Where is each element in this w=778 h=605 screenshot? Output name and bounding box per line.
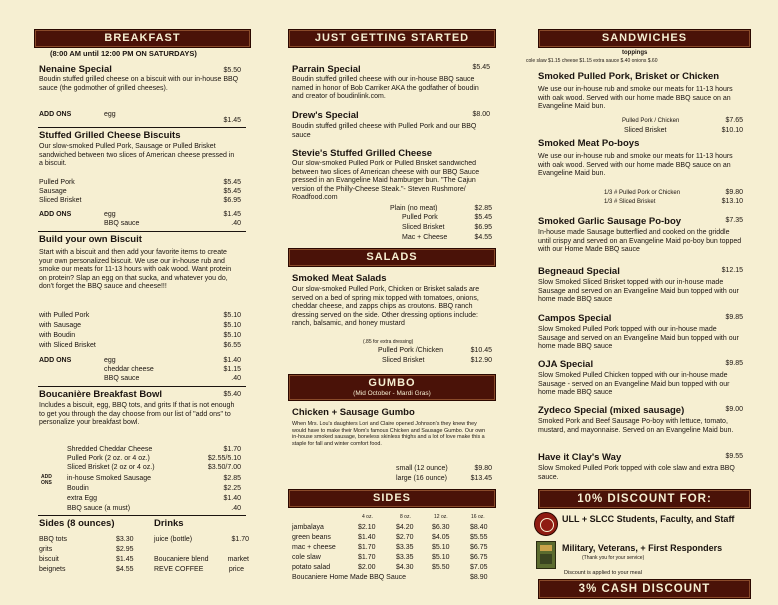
stuffed-item: Sliced Brisket [39, 197, 82, 204]
salads-header: SALADS [288, 248, 496, 267]
stevie-name: Stevie's Stuffed Grilled Cheese [292, 148, 433, 159]
clay-desc: Slow Smoked Pulled Pork topped with cole slaw and extra BBQ sauce. [538, 465, 735, 481]
stuffed-item: Sausage [39, 188, 67, 195]
build-item: with Sausage [39, 322, 82, 329]
discount-line1: ULL + SLCC Students, Faculty, and Staff [562, 514, 735, 524]
salad-item: Sliced Brisket [382, 357, 425, 364]
zydeco-desc: Smoked Pork and Beef Sausage Po-boy with lettuce, tomato, mustard, and mayonnaise. Served on an Evangeline Maid bun. [538, 418, 734, 434]
divider [38, 386, 246, 387]
build-addon-item: BBQ sauce [104, 375, 140, 382]
salad-price: $12.90 [470, 357, 492, 364]
garlic-desc: In-house made Sausage butterflied and cooked on the griddle until crispy and served on an Evangeline Maid po-boy bun topped with our Home Made BBQ sauce [538, 229, 742, 254]
poboy-price: $9.80 [725, 189, 743, 196]
side-price: $4.20 [396, 524, 414, 531]
stuffed-addon-price: $1.45 [223, 211, 241, 218]
zydeco-name: Zydeco Special (mixed sausage) [538, 405, 685, 416]
divider [38, 231, 246, 232]
bowl-desc: Includes a biscuit, egg, BBQ tots, and grits If that is not enough to get you through the day choose from our list of "add ons" to personalize your breakfast bowl. [39, 402, 235, 427]
campos-desc: Slow Smoked Pulled Pork topped with our in-house made Sausage and served on an Evangeline Maid bun topped with our home made BBQ sauce [538, 326, 739, 351]
drew-desc: Boudin stuffed grilled cheese with Pulled Pork and our BBQ sauce [292, 123, 477, 139]
side-price: $5.50 [432, 564, 450, 571]
begneaud-name: Begneaud Special [538, 266, 620, 277]
build-price: $5.10 [223, 312, 241, 319]
gumbo-item: large (16 ounce) [396, 475, 447, 482]
breakfast-header: BREAKFAST [34, 29, 251, 48]
oja-price: $9.85 [725, 360, 743, 367]
stevie-price: $6.95 [474, 224, 492, 231]
begneaud-price: $12.15 [721, 267, 743, 274]
bowl-addon-item: Shredded Cheddar Cheese [67, 446, 153, 453]
nenaine-desc: Boudin stuffed grilled cheese on a biscuit with our in-house BBQ sauce (the godmother of grilled cheeses). [39, 76, 239, 92]
stuffed-price: $5.45 [223, 179, 241, 186]
stevie-item: Sliced Brisket [402, 224, 445, 231]
sandwiches-header: SANDWICHES [538, 29, 751, 48]
build-item: with Sliced Brisket [39, 342, 96, 349]
bowl-name: Boucanière Breakfast Bowl [39, 389, 163, 400]
clay-price: $9.55 [725, 453, 743, 460]
build-name: Build your own Biscuit [39, 234, 142, 245]
breakfast-column [34, 0, 249, 605]
clay-name: Have it Clay's Way [538, 452, 622, 463]
drew-name: Drew's Special [292, 110, 359, 121]
stuffed-addon-price: .40 [231, 220, 241, 227]
side-price: $2.00 [358, 564, 376, 571]
side-price: $4.30 [396, 564, 414, 571]
bowl-addon-item: BBQ sauce (a must) [67, 505, 131, 512]
side-item: mac + cheese [292, 544, 336, 551]
build-addon-price: $1.40 [223, 357, 241, 364]
nenaine-addon-price: $1.45 [223, 117, 241, 124]
side-price: $4.05 [432, 534, 450, 541]
discount-line2: Military, Veterans, + First Responders [562, 543, 723, 553]
side-price: $1.40 [358, 534, 376, 541]
campos-price: $9.85 [725, 314, 743, 321]
side-item: jambalaya [292, 524, 324, 531]
bbq-sauce-price: $8.90 [470, 574, 488, 581]
build-addon-item: cheddar cheese [104, 366, 154, 373]
pulled-desc: We use our in-house rub and smoke our meats for 11-13 hours with oak wood. Served with our home made BBQ sauce on an Evangeline Maid bun. [538, 86, 733, 111]
oja-desc: Slow Smoked Pulled Chicken topped with our in-house made Sausage - served on an Evangeline Maid bun topped with our home made BBQ sauce [538, 372, 730, 397]
discount-note: Discount is applied to your meal [564, 570, 642, 576]
stuffed-addon-item: BBQ sauce [104, 220, 140, 227]
stevie-item: Pulled Pork [402, 214, 438, 221]
poboy-item: 1/3 # Sliced Brisket [604, 199, 656, 205]
breakfast-hours: (8:00 AM until 12:00 PM ON SATURDAYS) [50, 49, 197, 58]
drink-price: $1.70 [231, 536, 249, 543]
salad-item: Pulled Pork /Chicken [378, 347, 443, 354]
side-price: $7.05 [470, 564, 488, 571]
bowl-addon-price: $1.70 [223, 446, 241, 453]
build-price: $6.55 [223, 342, 241, 349]
side-price: $2.10 [358, 524, 376, 531]
salad-name: Smoked Meat Salads [292, 273, 387, 284]
divider [38, 127, 246, 128]
drink-item: REVE COFFEE [154, 566, 204, 573]
parrain-price: $5.45 [472, 64, 490, 71]
gumbo-item: small (12 ounce) [396, 465, 448, 472]
cash-discount: 3% CASH DISCOUNT [538, 579, 751, 599]
stuffed-price: $5.45 [223, 188, 241, 195]
bowl-addons-label: ADD ONS [41, 474, 52, 486]
drink-item: Boucaniere blend [154, 556, 209, 563]
drinks-title: Drinks [154, 518, 184, 529]
gumbo-price: $9.80 [474, 465, 492, 472]
bowl-addon-price: .40 [231, 505, 241, 512]
bk-side-price: $1.45 [116, 556, 134, 563]
side-price: $5.10 [432, 544, 450, 551]
garlic-price: $7.35 [725, 217, 743, 224]
sides-col-header: 12 oz. [434, 514, 448, 520]
stuffed-addons-label: ADD ONS [39, 211, 72, 218]
drink-item: juice (bottle) [154, 536, 193, 543]
pulled-item: Pulled Pork / Chicken [622, 118, 680, 124]
bowl-addon-price: $2.25 [223, 485, 241, 492]
bowl-addon-price: $1.40 [223, 495, 241, 502]
side-price: $6.30 [432, 524, 450, 531]
stuffed-addon-item: egg [104, 211, 116, 218]
poboy-name: Smoked Meat Po-boys [538, 138, 640, 149]
side-item: potato salad [292, 564, 331, 571]
bowl-addon-item: Boudin [67, 485, 89, 492]
pulled-price: $7.65 [725, 117, 743, 124]
discount-line2-sub: (Thank you for your service) [582, 555, 645, 561]
side-price: $2.70 [396, 534, 414, 541]
ull-logo-icon [534, 512, 558, 536]
stevie-item: Mac + Cheese [402, 234, 448, 241]
build-addon-price: .40 [231, 375, 241, 382]
side-item: cole slaw [292, 554, 321, 561]
parrain-name: Parrain Special [292, 64, 361, 75]
oja-name: OJA Special [538, 359, 594, 370]
drew-price: $8.00 [472, 111, 490, 118]
gumbo-title: GUMBO [368, 377, 416, 389]
side-price: $6.75 [470, 544, 488, 551]
bk-side-price: $2.95 [116, 546, 134, 553]
nenaine-addons-label: ADD ONS [39, 111, 72, 118]
nenaine-price: $5.50 [223, 67, 241, 74]
stevie-price: $2.85 [474, 205, 492, 212]
bk-side-price: $4.55 [116, 566, 134, 573]
build-addon-item: egg [104, 357, 116, 364]
salad-price: $10.45 [470, 347, 492, 354]
build-price: $5.10 [223, 332, 241, 339]
stevie-item: Plain (no meat) [390, 205, 438, 212]
side-price: $1.70 [358, 554, 376, 561]
sandwiches-column [526, 0, 749, 605]
poboy-item: 1/3 # Pulled Pork or Chicken [604, 190, 681, 196]
bowl-addon-price: $3.50/7.00 [207, 464, 241, 471]
bk-side-item: beignets [39, 566, 66, 573]
bowl-addon-price: $2.55/5.10 [207, 455, 241, 462]
bowl-price: $5.40 [223, 391, 241, 398]
build-addon-price: $1.15 [223, 366, 241, 373]
poboy-desc: We use our in-house rub and smoke our meats for 11-13 hours with oak wood. Served with our home made BBQ sauce on an Evangeline Maid bun. [538, 153, 733, 178]
sides-header: SIDES [288, 489, 496, 508]
toppings-list: cole slaw $1.15 cheese $1.15 extra sauce $.40 onions $.60 [526, 58, 658, 64]
bk-side-price: $3.30 [116, 536, 134, 543]
toppings-title: toppings [622, 50, 648, 56]
stuffed-item: Pulled Pork [39, 179, 75, 186]
garlic-name: Smoked Garlic Sausage Po-boy [538, 216, 682, 227]
side-item: green beans [292, 534, 331, 541]
campos-name: Campos Special [538, 313, 612, 324]
side-price: $5.55 [470, 534, 488, 541]
stuffed-desc: Our slow-smoked Pulled Pork, Sausage or Pulled Brisket sandwiched between two slices of American cheese pressed in a biscuit. [39, 143, 235, 168]
stevie-price: $4.55 [474, 234, 492, 241]
gumbo-price: $13.45 [470, 475, 492, 482]
build-desc: Start with a biscuit and then add your favorite items to create your own personalized biscuit. We use our in-house rub and smoke our meats for 11-13 hours with oak wood. Want protein on protein? Slap an egg on that sucka, and whatever you do, don't forget the BBQ sauce and cheese!!! [39, 249, 232, 291]
bbq-sauce-item: Boucaniere Home Made BBQ Sauce [292, 574, 407, 581]
sides-col-header: 8 oz. [400, 514, 411, 520]
build-price: $5.10 [223, 322, 241, 329]
gumbo-name: Chicken + Sausage Gumbo [292, 407, 415, 418]
bowl-addon-item: Pulled Pork (2 oz. or 4 oz.) [67, 455, 150, 462]
bk-sides-title: Sides (8 ounces) [39, 518, 115, 529]
build-item: with Boudin [39, 332, 76, 339]
drink-price: price [228, 566, 244, 573]
zydeco-price: $9.00 [725, 406, 743, 413]
bowl-addon-item: Sliced Brisket (2 oz or 4 oz.) [67, 464, 155, 471]
salad-note: (.85 for extra dressing) [363, 339, 414, 345]
side-price: $5.10 [432, 554, 450, 561]
nenaine-addon-item: egg [104, 111, 116, 118]
military-badge-icon [536, 541, 556, 569]
gumbo-desc: When Mrs. Lou's daughters Lori and Claire opened Johnson's they knew they would have to make their Mom's famous Chicken and Sausage Gumbo. Our own in-house smoked sausage, boneless skinless thighs and a lot of love make this a staple for fall and winter comfort food. [292, 421, 486, 447]
bowl-addon-item: in-house Smoked Sausage [67, 475, 152, 482]
middle-column [288, 0, 494, 605]
divider [38, 515, 246, 516]
parrain-desc: Boudin stuffed grilled cheese with our in-house BBQ sauce named in honor of Bob Carriker AKA the godfather of boudin and creator of boudinlink.com. [292, 76, 479, 101]
bowl-addon-item: extra Egg [67, 495, 97, 502]
stevie-price: $5.45 [474, 214, 492, 221]
nenaine-name: Nenaine Special [39, 64, 112, 75]
salad-desc: Our slow-smoked Pulled Pork, Chicken or Brisket salads are served on a bed of spring mix topped with tomatoes, onions, cheddar cheese, and zapps chips as croutons. BBQ ranch dressing served on the side. Other dressing options include: ranch, balsamic, and honey mustard [292, 286, 480, 328]
build-item: with Pulled Pork [39, 312, 90, 319]
discount-header: 10% DISCOUNT FOR: [538, 489, 751, 509]
bowl-addon-price: $2.85 [223, 475, 241, 482]
bk-side-item: BBQ tots [39, 536, 68, 543]
bk-side-item: biscuit [39, 556, 59, 563]
side-price: $8.40 [470, 524, 488, 531]
side-price: $3.35 [396, 554, 414, 561]
pulled-name: Smoked Pulled Pork, Brisket or Chicken [538, 71, 720, 82]
stuffed-name: Stuffed Grilled Cheese Biscuits [39, 130, 181, 141]
side-price: $6.75 [470, 554, 488, 561]
drink-price: market [227, 556, 249, 563]
pulled-item: Sliced Brisket [624, 127, 667, 134]
side-price: $1.70 [358, 544, 376, 551]
poboy-price: $13.10 [721, 198, 743, 205]
side-price: $3.35 [396, 544, 414, 551]
begneaud-desc: Slow Smoked Sliced Brisket topped with our in-house made Sausage and served on an Evangeline Maid bun topped with our home made BBQ sauce [538, 279, 739, 304]
gumbo-header [288, 374, 496, 401]
pulled-price: $10.10 [721, 127, 743, 134]
sides-col-header: 4 oz. [362, 514, 373, 520]
stevie-desc-top [292, 160, 490, 203]
build-addons-label: ADD ONS [39, 357, 72, 364]
starting-header: JUST GETTING STARTED [288, 29, 496, 48]
bk-side-item: grits [39, 546, 53, 553]
gumbo-season: (Mid October - Mardi Gras) [353, 390, 431, 397]
stuffed-price: $6.95 [223, 197, 241, 204]
sides-col-header: 16 oz. [471, 514, 485, 520]
stevie-desc: Our slow-smoked Pulled Pork or Pulled Brisket sandwiched between two slices of American cheese with our BBQ Sauce pressed in an Evangeline Maid hamburger bun. "The Cajun version of the Philly-Cheese Steak."- Steven Rushmore/ Roadfood.com [292, 160, 480, 202]
